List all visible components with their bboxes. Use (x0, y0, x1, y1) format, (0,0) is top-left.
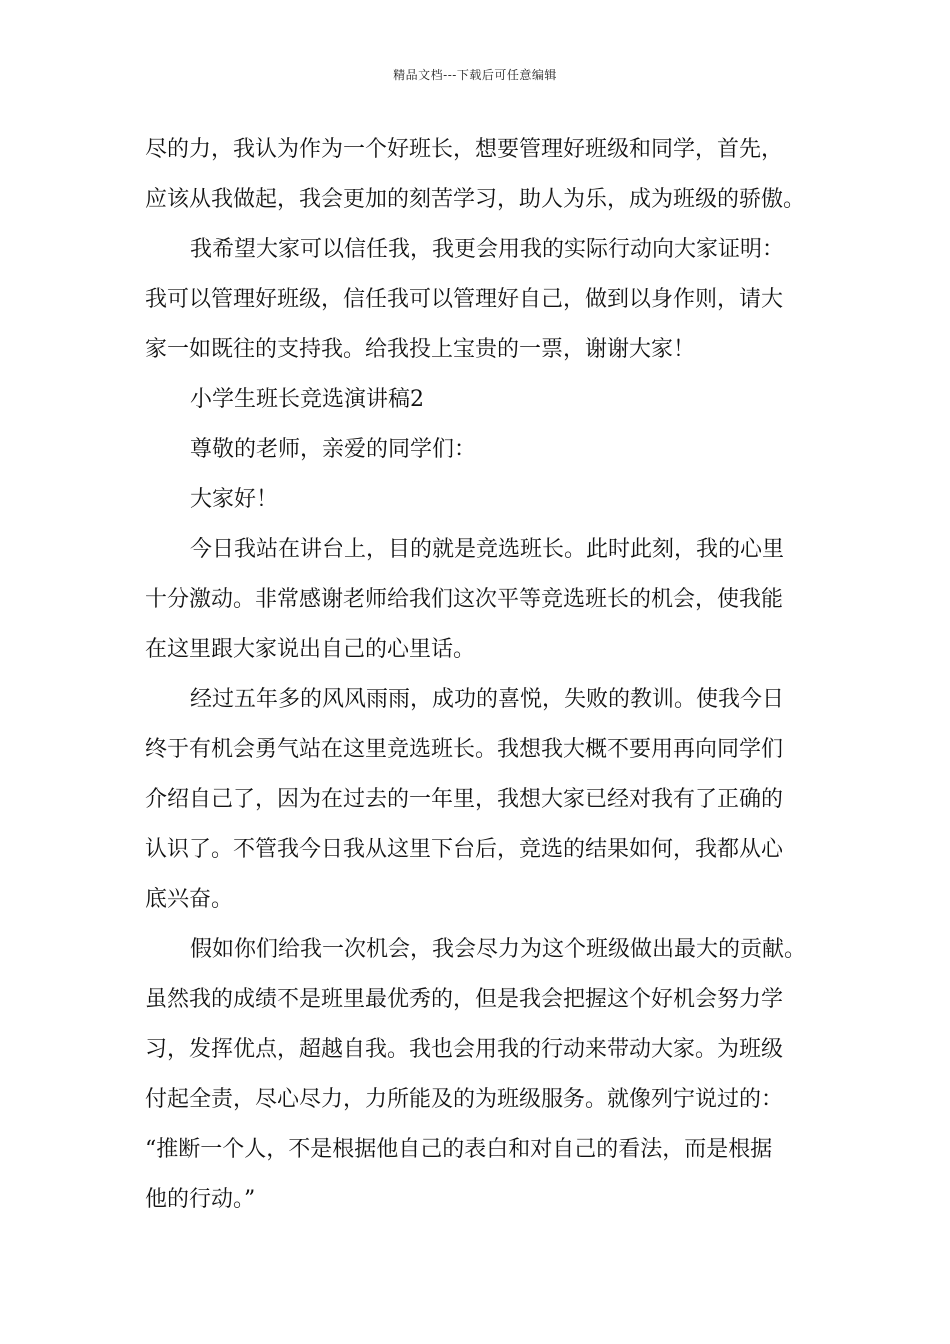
body-text-line: 在这里跟大家说出自己的心里话。 (145, 637, 476, 662)
body-text-line: 底兴奋。 (145, 887, 234, 912)
body-text-line: 经过五年多的风风雨雨，成功的喜悦，失败的教训。使我今日 (190, 687, 785, 712)
quote-line: “推断一个人，不是根据他自己的表白和对自己的看法，而是根据 (145, 1137, 773, 1162)
salutation: 尊敬的老师，亲爱的同学们： (190, 437, 477, 462)
body-text-line: 我希望大家可以信任我，我更会用我的实际行动向大家证明： (190, 237, 785, 262)
body-text-line: 应该从我做起，我会更加的刻苦学习，助人为乐，成为班级的骄傲。 (145, 187, 806, 212)
body-text-line: 尽的力，我认为作为一个好班长，想要管理好班级和同学，首先， (145, 137, 784, 162)
body-text-line: 终于有机会勇气站在这里竞选班长。我想我大概不要用再向同学们 (145, 737, 784, 762)
body-text-line: 习，发挥优点，超越自我。我也会用我的行动来带动大家。为班级 (145, 1037, 784, 1062)
body-text-line: 今日我站在讲台上，目的就是竞选班长。此时此刻，我的心里 (190, 537, 785, 562)
body-text-line: 介绍自己了，因为在过去的一年里，我想大家已经对我有了正确的 (145, 787, 784, 812)
body-text-line: 假如你们给我一次机会，我会尽力为这个班级做出最大的贡献。 (190, 937, 807, 962)
body-text-line: 付起全责，尽心尽力，力所能及的为班级服务。就像列宁说过的： (145, 1087, 784, 1112)
quote-line: 他的行动。” (145, 1187, 256, 1212)
greeting: 大家好！ (190, 487, 279, 512)
body-text-line: 虽然我的成绩不是班里最优秀的，但是我会把握这个好机会努力学 (145, 987, 784, 1012)
body-text-line: 家一如既往的支持我。给我投上宝贵的一票，谢谢大家！ (145, 337, 696, 362)
section-title: 小学生班长竞选演讲稿2 (190, 387, 424, 412)
body-text-line: 十分激动。非常感谢老师给我们这次平等竞选班长的机会，使我能 (145, 587, 784, 612)
page-header: 精品文档---下载后可任意编辑 (393, 68, 557, 82)
body-text-line: 我可以管理好班级，信任我可以管理好自己，做到以身作则，请大 (145, 287, 784, 312)
body-text-line: 认识了。不管我今日我从这里下台后，竞选的结果如何，我都从心 (145, 837, 784, 862)
